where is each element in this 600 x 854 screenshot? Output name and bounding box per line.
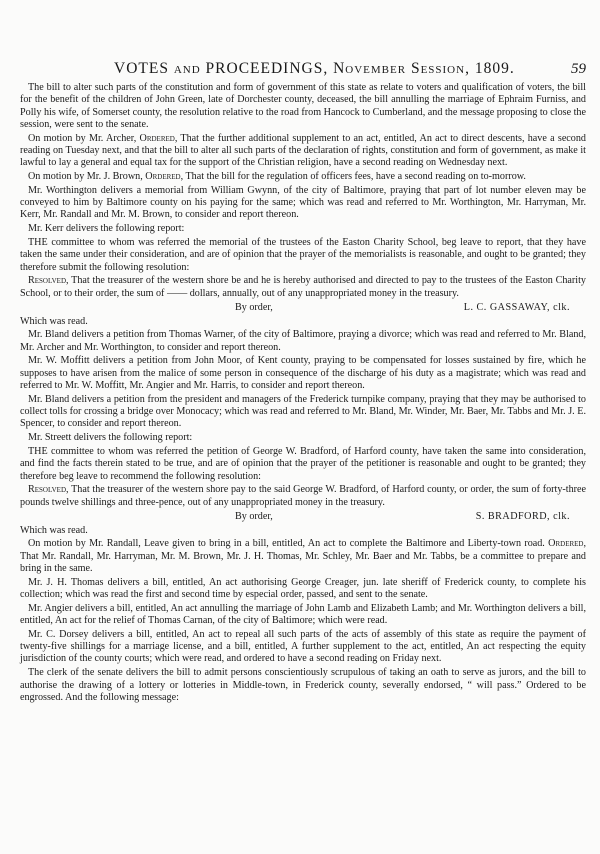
paragraph-text: The clerk of the senate delivers the bill to admit persons conscientiously scrupulous of taking an oath to serve as jurors, and the bill to authorise the drawing of a lottery or lotteries in Middle-town, in Frederick county, severally endorsed, “ will pass.” Ordered to be engrossed. And the following message: xyxy=(20,667,586,703)
signature-line xyxy=(20,511,586,524)
paragraph-text: , That the treasurer of the western shore be and he is hereby authorised and directed to pay to the trustees of the Easton Charity School, or to their order, the sum of —— dollars, annually, out of any unappropriated money in the treasury. xyxy=(20,275,586,299)
title-proceedings: PROCEEDINGS, xyxy=(205,60,334,77)
paragraph-text: On motion by Mr. Randall, Leave given to bring in a bill, entitled, An act to complete the Baltimore and Liberty-town road. xyxy=(28,538,549,550)
paragraph-text: Mr. Bland delivers a petition from Thomas Warner, of the city of Baltimore, praying a divorce; which was read and referred to Mr. Bland, Mr. Archer and Mr. Worthington, to consider and report thereon. xyxy=(20,329,586,353)
paragraph-text: Which was read. xyxy=(20,315,88,327)
paragraph xyxy=(20,538,586,575)
by-order-text: By order, xyxy=(235,301,273,313)
paragraph xyxy=(20,525,586,537)
paragraph-text: Mr. Kerr delivers the following report: xyxy=(28,223,185,235)
paragraph xyxy=(20,603,586,628)
paragraph-text: The bill to alter such parts of the constitution and form of government of this state as relate to voters and qualification of voters, the bill for the benefit of the children of John Green, late of Dorchester county, deceased, the bill annulling the marriage of Ephraim Furniss, and Polly his wife, of Somerset county, the resolution relative to the road from Hancock to Cumberland, and the message proposing to close the session, were sent to the senate. xyxy=(20,82,586,130)
paragraph xyxy=(20,82,586,131)
paragraph-text: THE committee to whom was referred the memorial of the trustees of the Easton Charity School, beg leave to report, that they have taken the same under their consideration, and are of opinion that the prayer of the memorialists is reasonable, and ought to be granted; they therefore submit the following resolution: xyxy=(20,237,586,273)
paragraph xyxy=(20,185,586,222)
paragraph xyxy=(20,275,586,300)
page-number: 59 xyxy=(571,61,586,77)
paragraph xyxy=(20,484,586,509)
small-caps-keyword: Ordered xyxy=(145,171,181,183)
by-order-text: By order, xyxy=(235,510,273,522)
paragraph xyxy=(20,171,586,183)
paragraph-text: , That Mr. Randall, Mr. Harryman, Mr. M. Brown, Mr. J. H. Thomas, Mr. Schley, Mr. Baer and Mr. Tabbs, be a committee to prepare and bring in the same. xyxy=(20,538,586,574)
signature-line xyxy=(20,302,586,315)
running-header xyxy=(26,58,586,80)
small-caps-keyword: Resolved xyxy=(28,275,66,287)
paragraph-text: Mr. J. H. Thomas delivers a bill, entitled, An act authorising George Creager, jun. late sheriff of Frederick county, to complete his collection; which was read the first and second time by especial order, passed, and sent to the senate. xyxy=(20,576,586,600)
title-and: and xyxy=(168,60,206,77)
paragraph-text: Mr. Bland delivers a petition from the president and managers of the Frederick turnpike company, praying that they may be authorised to collect tolls for crossing a bridge over Monocacy; which was read and referred to Mr. Bland, Mr. Winder, Mr. Baer, Mr. Tabbs and Mr. J. E. Spencer, to consider and report thereon. xyxy=(20,393,586,430)
paragraph xyxy=(20,629,586,666)
paragraph xyxy=(20,432,586,444)
paragraph-text: Mr. Worthington delivers a memorial from William Gwynn, of the city of Baltimore, praying that part of lot number eleven may be conveyed to him by Baltimore county on his paying for the same; which was read and referred to Mr. Worthington, Mr. Harryman, Mr. Kerr, Mr. Randall and Mr. M. Brown, to consider and report thereon. xyxy=(20,184,586,221)
small-caps-keyword: Resolved xyxy=(28,484,66,496)
paragraph-text: Mr. C. Dorsey delivers a bill, entitled, An act to repeal all such parts of the acts of assembly of this state as require the payment of twenty-five shillings for a marriage license, and a bill, entitled, A further supplement to the act, entitled, An act respecting the equity jurisdiction of the county courts; which were read, and ordered to have a second reading on Friday next. xyxy=(20,628,586,665)
title-votes: VOTES xyxy=(114,60,169,77)
paragraph xyxy=(20,394,586,431)
clerk-signature: S. BRADFORD, clk. xyxy=(475,510,570,522)
paragraph-text: On motion by Mr. J. Brown, xyxy=(28,171,146,183)
paragraph xyxy=(20,237,586,274)
paragraph xyxy=(20,329,586,354)
paragraph-text: Mr. Angier delivers a bill, entitled, An act annulling the marriage of John Lamb and Elizabeth Lamb; and Mr. Worthington delivers a bill, entitled, An act for the relief of Thomas Carnan, of the city of Baltimore; which were read. xyxy=(20,602,586,627)
paragraph xyxy=(20,223,586,235)
page-title xyxy=(114,60,515,78)
document-body xyxy=(20,82,586,706)
paragraph-text: , That the further additional supplement to an act, entitled, An act to direct descents, have a second reading on Tuesday next, and that the bill to alter all such parts of the declaration of rights, constitution and form of government, as make it lawful to lay a general and equal tax for the support of the Christian religion, have a second reading on Wednesday next. xyxy=(20,132,586,169)
paragraph-text: Mr. W. Moffitt delivers a petition from John Moor, of Kent county, praying to be compensated for losses sustained by fire, which he supposes to have arisen from the malice of some person in consequence of the discharge of his duty as a magistrate; which was read and referred to Mr. W. Moffitt, Mr. Angier and Mr. Harris, to consider and report thereon. xyxy=(20,355,586,392)
paragraph xyxy=(20,577,586,602)
paragraph xyxy=(20,667,586,704)
paragraph-text: THE committee to whom was referred the petition of George W. Bradford, of Harford county, have taken the same into consideration, and find the facts therein stated to be true, and are of opinion that the prayer of the petitioner is reasonable and ought to be granted; they therefore beg leave to recommend the following resolution: xyxy=(20,446,586,482)
paragraph-text: , That the bill for the regulation of officers fees, have a second reading on to-morrow. xyxy=(180,171,526,183)
paragraph xyxy=(20,133,586,170)
paragraph xyxy=(20,446,586,483)
paragraph-text: On motion by Mr. Archer, xyxy=(28,132,140,144)
small-caps-keyword: Ordered xyxy=(139,132,175,144)
paragraph-text: Mr. Streett delivers the following report: xyxy=(28,432,193,444)
small-caps-keyword: Ordered xyxy=(548,538,584,550)
paragraph xyxy=(20,316,586,328)
title-session: November Session, 1809. xyxy=(333,60,515,77)
clerk-signature: L. C. GASSAWAY, clk. xyxy=(463,301,570,313)
paragraph xyxy=(20,355,586,392)
paragraph-text: , That the treasurer of the western shore pay to the said George W. Bradford, of Harford county, or order, the sum of forty-three pounds twelve shillings and three-pence, out of any unappropriated money in the treasury. xyxy=(20,484,586,508)
paragraph-text: Which was read. xyxy=(20,524,88,536)
